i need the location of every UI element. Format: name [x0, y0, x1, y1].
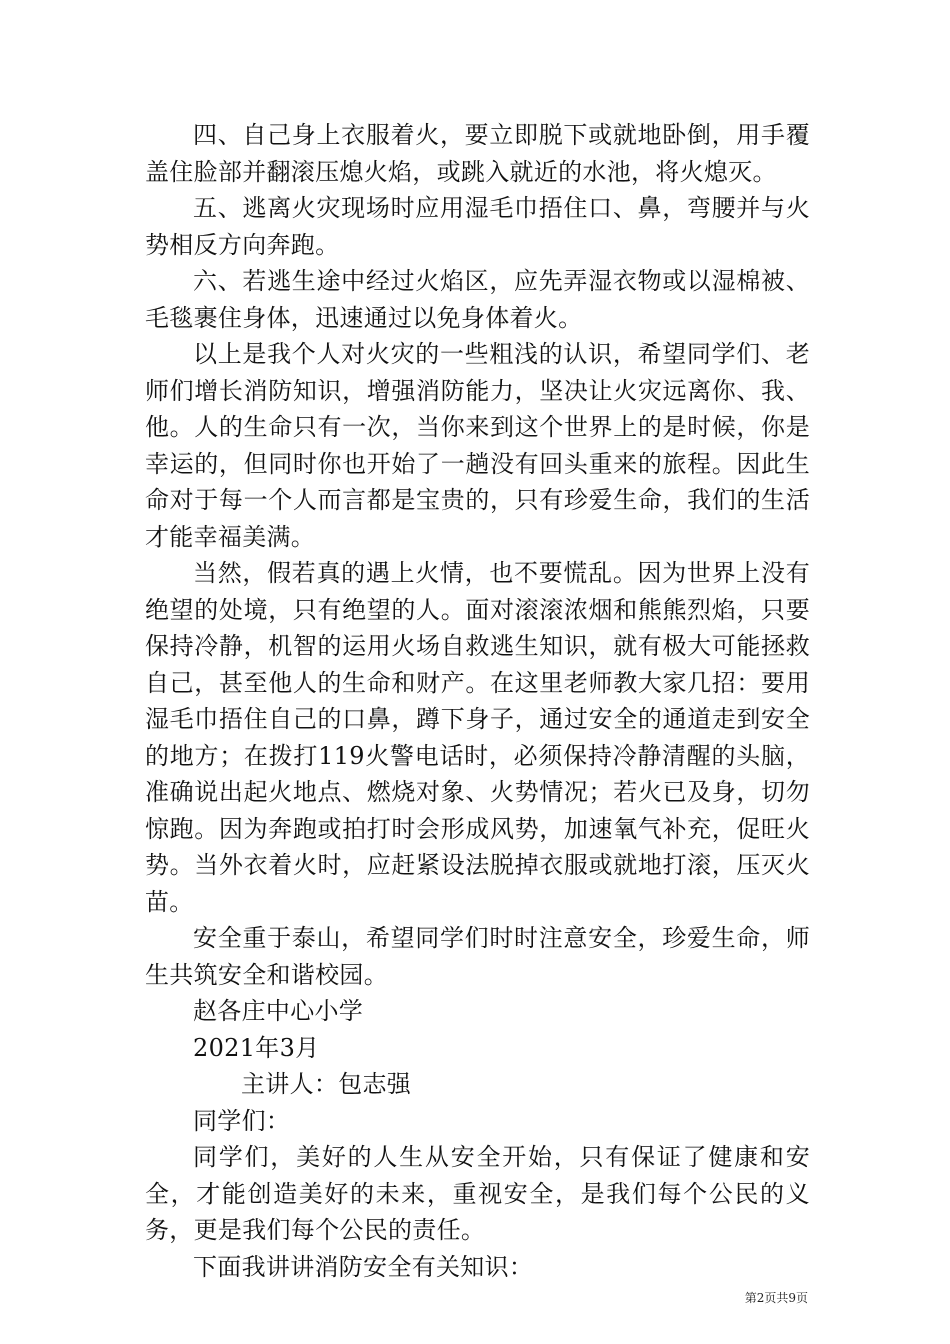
page-number: 第2页共9页 [744, 1291, 808, 1305]
paragraph-closing: 安全重于泰山，希望同学们时时注意安全，珍爱生命，师生共筑安全和谐校园。 [145, 924, 810, 989]
speaker-line: 主讲人：包志强 [241, 1070, 412, 1098]
paragraph-item-four: 四、自己身上衣服着火，要立即脱下或就地卧倒，用手覆盖住脸部并翻滚压熄火焰，或跳入就近的水池，将火熄灭。 [145, 121, 810, 186]
paragraph-summary: 以上是我个人对火灾的一些粗浅的认识，希望同学们、老师们增长消防知识，增强消防能力，坚决让火灾远离你、我、他。人的生命只有一次，当你来到这个世界上的是时候，你是幸运的，但同时你也开始了一趟没有回头重来的旅程。因此生命对于每一个人而言都是宝贵的，只有珍爱生命，我们的生活才能幸福美满。 [145, 340, 810, 551]
document-date: 2021年3月 [193, 1033, 320, 1062]
transition-line: 下面我讲讲消防安全有关知识： [193, 1252, 534, 1281]
greeting: 同学们： [193, 1106, 291, 1135]
paragraph-item-five: 五、逃离火灾现场时应用湿毛巾捂住口、鼻，弯腰并与火势相反方向奔跑。 [145, 194, 810, 259]
paragraph-emergency-advice: 当然，假若真的遇上火情，也不要慌乱。因为世界上没有绝望的处境，只有绝望的人。面对滚滚浓烟和熊熊烈焰，只要保持冷静，机智的运用火场自救逃生知识，就有极大可能拯救自己，甚至他人的生命和财产。在这里老师教大家几招：要用湿毛巾捂住自己的口鼻，蹲下身子，通过安全的通道走到安全的地方；在拨打119火警电话时，必须保持冷静清醒的头脑，准确说出起火地点、燃烧对象、火势情况；若火已及身，切勿惊跑。因为奔跑或拍打时会形成风势，加速氧气补充，促旺火势。当外衣着火时，应赶紧设法脱掉衣服或就地打滚，压灭火苗。 [145, 559, 810, 916]
paragraph-intro: 同学们，美好的人生从安全开始，只有保证了健康和安全，才能创造美好的未来，重视安全，是我们每个公民的义务，更是我们每个公民的责任。 [145, 1143, 810, 1244]
paragraph-item-six: 六、若逃生途中经过火焰区，应先弄湿衣物或以湿棉被、毛毯裹住身体，迅速通过以免身体着火。 [145, 267, 810, 332]
school-name: 赵各庄中心小学 [193, 997, 364, 1025]
page-footer [0, 1290, 808, 1306]
document-body [145, 117, 810, 1285]
